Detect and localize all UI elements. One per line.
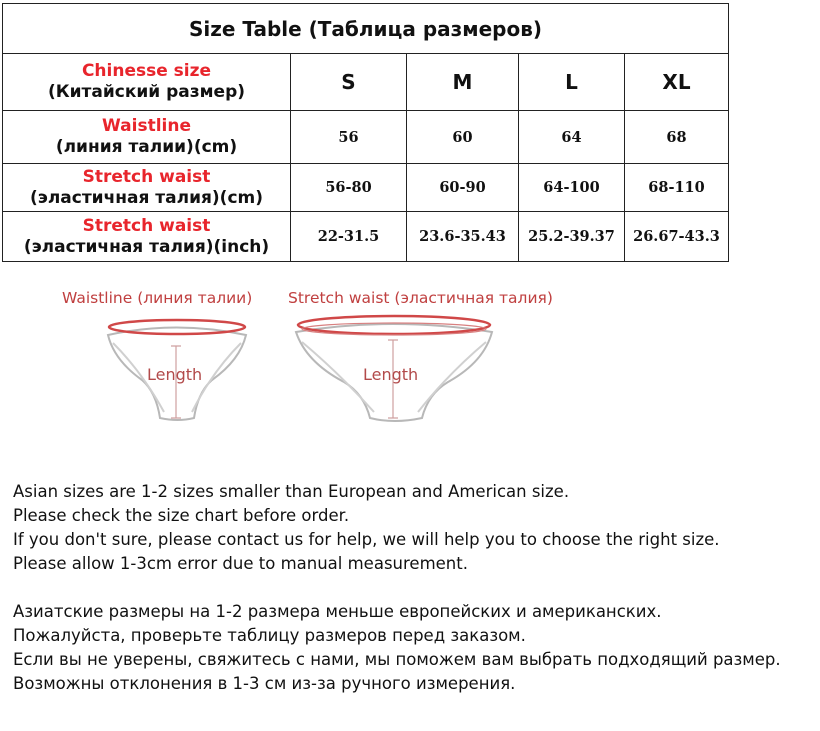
table-cell: 26.67-43.3: [625, 212, 729, 262]
measurement-diagram: [0, 280, 600, 430]
table-cell: L: [519, 54, 625, 111]
size-table: [2, 3, 755, 262]
notes-russian: [13, 600, 781, 696]
table-cell: 56: [291, 111, 407, 164]
row-header-size: [3, 54, 291, 111]
note-line: If you don't sure, please contact us for help, we will help you to choose the right size.: [13, 530, 720, 549]
table-cell: 22-31.5: [291, 212, 407, 262]
row-label-red: Waistline: [102, 116, 191, 136]
row-header-stretch-inch: [3, 212, 291, 262]
row-label-red: Stretch waist: [82, 166, 211, 187]
row-label-black: (линия талии)(cm): [55, 137, 238, 157]
row-header-stretch-cm: [3, 164, 291, 212]
table-cell: S: [291, 54, 407, 111]
table-cell: 64-100: [519, 164, 625, 212]
table-cell: 68: [625, 111, 729, 164]
table-cell: 25.2-39.37: [519, 212, 625, 262]
row-label-red: Chinesse size: [81, 61, 212, 81]
waistline-label: Waistline (линия талии): [62, 289, 253, 307]
table-cell: 60-90: [407, 164, 519, 212]
table-cell: 56-80: [291, 164, 407, 212]
table-row-stretch-cm: [3, 164, 755, 212]
row-label-black: (эластичная талия)(cm): [29, 187, 264, 208]
table-row-stretch-inch: [3, 212, 755, 262]
table-cell: XL: [625, 54, 729, 111]
note-line: Please check the size chart before order.: [13, 506, 350, 525]
note-line: Please allow 1-3cm error due to manual measurement.: [13, 554, 468, 573]
underwear-illustrations: [0, 280, 600, 430]
table-cell: 68-110: [625, 164, 729, 212]
stretch-waist-label: Stretch waist (эластичная талия): [288, 289, 553, 307]
table-cell: 60: [407, 111, 519, 164]
note-line: Азиатские размеры на 1-2 размера меньше европейских и американских.: [13, 602, 662, 621]
length-label-left: Length: [147, 365, 203, 384]
row-label-black: (эластичная талия)(inch): [23, 236, 270, 257]
table-cell: 64: [519, 111, 625, 164]
note-line: Если вы не уверены, свяжитесь с нами, мы поможем вам выбрать подходящий размер.: [13, 650, 781, 669]
length-label-right: Length: [363, 365, 419, 384]
table-cell: M: [407, 54, 519, 111]
row-header-waistline: [3, 111, 291, 164]
note-line: Пожалуйста, проверьте таблицу размеров перед заказом.: [13, 626, 526, 645]
row-label-black: (Китайский размер): [47, 82, 246, 102]
table-title-row: [3, 4, 755, 54]
note-line: Asian sizes are 1-2 sizes smaller than European and American size.: [13, 482, 570, 501]
table-title: Size Table (Таблица размеров): [3, 4, 729, 54]
table-cell: 23.6-35.43: [407, 212, 519, 262]
table-row-waistline: [3, 111, 755, 164]
row-label-red: Stretch waist: [82, 215, 211, 236]
note-line: Возможны отклонения в 1-3 см из-за ручного измерения.: [13, 674, 516, 693]
table-row-size: [3, 54, 755, 111]
notes-english: [13, 480, 720, 576]
